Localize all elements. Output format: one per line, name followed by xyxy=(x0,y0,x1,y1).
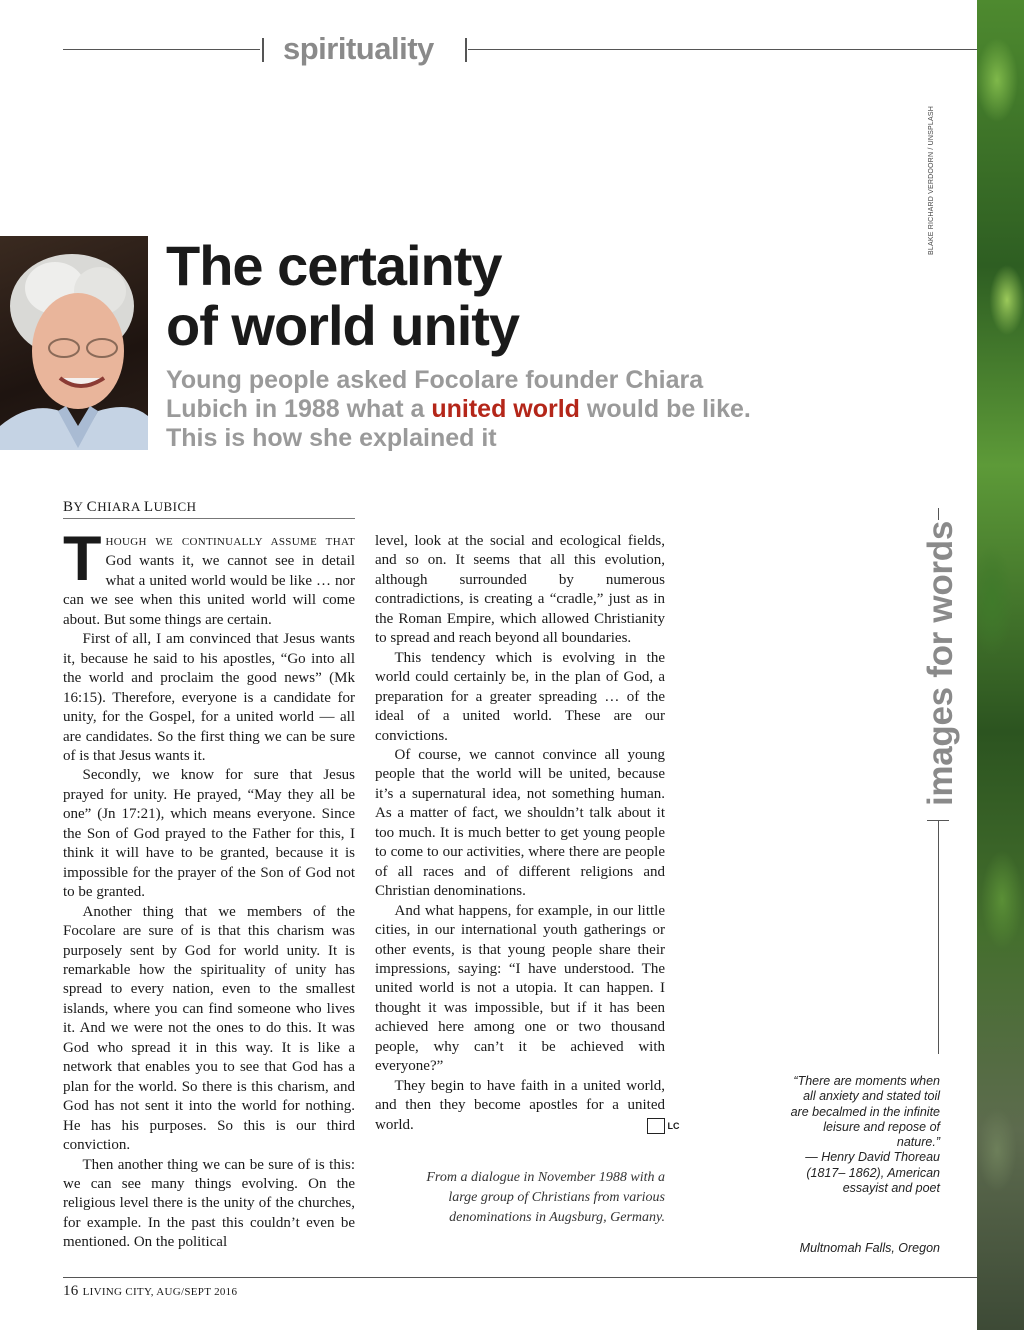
photo-caption: Multnomah Falls, Oregon xyxy=(799,1241,940,1255)
lead-small-caps: HOUGH WE CONTINUALLY ASSUME THAT xyxy=(105,536,355,548)
deck-text-2: would be like. This is how she explained it xyxy=(166,395,751,452)
header-rule-left xyxy=(63,49,260,50)
sidebar-rule-top xyxy=(938,508,939,520)
byline xyxy=(63,499,197,516)
header-rule-tick-right xyxy=(465,38,467,62)
end-mark-icon: LC xyxy=(647,1118,665,1134)
page-footer xyxy=(63,1283,237,1300)
quote-attribution: — Henry David Thoreau (1817– 1862), American essayist and poet xyxy=(805,1150,940,1196)
byline-last-rest: UBICH xyxy=(153,499,197,514)
paragraph: This tendency which is evolving in the world could certainly be, in the plan of God, a preparation for a greater spreading … of the ideal of a united world. These are our convictions. xyxy=(375,649,665,744)
byline-rule xyxy=(63,518,355,519)
title-line-1: The certainty xyxy=(166,234,502,297)
body-column-1 xyxy=(63,524,355,1253)
header-rule-right xyxy=(468,49,977,50)
deck-text-1: Young people asked Focolare founder Chiara Lubich in 1988 what a xyxy=(166,366,704,423)
drop-cap: T xyxy=(63,524,102,594)
paragraph-final xyxy=(375,1077,680,1135)
page-number: 16 xyxy=(63,1283,79,1299)
quote-text: “There are moments when all anxiety and stated toil are becalmed in the infinite leisure and repose of nature.” xyxy=(790,1074,940,1150)
paragraph: Another thing that we members of the Focolare are sure of is that this charism was purposely sent by God for world unity. It is remarkable how the spirituality of unity has spread to every nation, even to the smallest islands, where you can find someone who lives it. And we were not the ones to do this. It was God who spread it in this way. It is like a network that enables you to see that God has a plan for the world. So there is this charism, and God has not sent it into the world for nothing. He has his purposes. So this is our third conviction. xyxy=(63,903,355,1154)
paragraph: Then another thing we can be sure of is this: we can see many things evolving. On the religious level there is the unity of the churches, for example. In the past this couldn’t even be mentioned. On the political xyxy=(63,1156,355,1251)
title-line-2: of world unity xyxy=(166,294,520,357)
lead-text: God wants it, we cannot see in detail what a united world would be like … nor can we see when this united world will come about. But some things are certain. xyxy=(63,553,355,628)
header-rule-tick-left xyxy=(262,38,264,62)
source-note: From a dialogue in November 1988 with a large group of Christians from various denominations in Augsburg, Germany. xyxy=(426,1170,665,1225)
section-label: spirituality xyxy=(283,31,434,66)
sidebar-rule-bottom xyxy=(938,820,939,1054)
sidebar-label: images for words xyxy=(921,521,960,806)
byline-prefix-rest: Y xyxy=(73,499,87,514)
author-portrait xyxy=(0,236,148,450)
nature-quote xyxy=(790,1074,940,1196)
final-text: They begin to have faith in a united world, and then they become apostles for a united world. xyxy=(375,1077,665,1133)
photo-credit: BLAKE RICHARD VERDOORN / UNSPLASH xyxy=(928,106,935,255)
article-deck xyxy=(166,366,766,453)
paragraph: Secondly, we know for sure that Jesus prayed for unity. He prayed, “May they all be one” (Jn 17:21), which means everyone. Since the Son of God prayed to the Father for this, I think it will have to be granted, because it is impossible for the prayer of the Son of God not to be granted. xyxy=(63,767,355,901)
paragraph: And what happens, for example, in our little cities, in our international youth gatherings or other events, is that young people share their impressions, saying: “I have understood. The united world is not a utopia. It can happen. I thought it was impossible, but if it has been achieved here among one or two thousand people, why can’t it be achieved with everyone?” xyxy=(375,902,665,1075)
paragraph: First of all, I am convinced that Jesus wants it, because he said to his apostles, “Go into all the world and proclaim the good news” (Mk 16:15). Therefore, everyone is a candidate for unity, for the Gospel, for a united world — all are candidates. So the first thing we can be sure of is that Jesus wants it. xyxy=(63,631,355,764)
footer-rule xyxy=(63,1277,977,1278)
waterfall-photo-strip xyxy=(977,0,1024,1330)
paragraph-lead xyxy=(63,524,355,630)
byline-last-initial: L xyxy=(143,499,154,515)
byline-prefix-cap: B xyxy=(63,499,74,515)
article-title xyxy=(166,236,519,356)
deck-highlight: united world xyxy=(431,395,580,423)
byline-first-initial: C xyxy=(86,499,98,515)
portrait-illustration xyxy=(0,236,148,450)
paragraph: level, look at the social and ecological fields, and so on. It seems that all this evolution, although surrounded by numerous contradictions, is creating a “cradle,” just as in the Roman Empire, which allowed Christianity to spread and reach beyond all boundaries. xyxy=(375,533,665,647)
byline-first-rest: HIARA xyxy=(97,499,144,514)
body-column-2 xyxy=(375,532,680,1135)
publication-name: LIVING CITY, AUG/SEPT 2016 xyxy=(82,1286,238,1298)
paragraph: Of course, we cannot convince all young people that the world will be united, because it’s a supernatural idea, not something human. As a matter of fact, we shouldn’t talk about it too much. It is much better to get young people to come to our activities, where there are people of all races and of different religions and Christian denominations. xyxy=(375,746,665,900)
